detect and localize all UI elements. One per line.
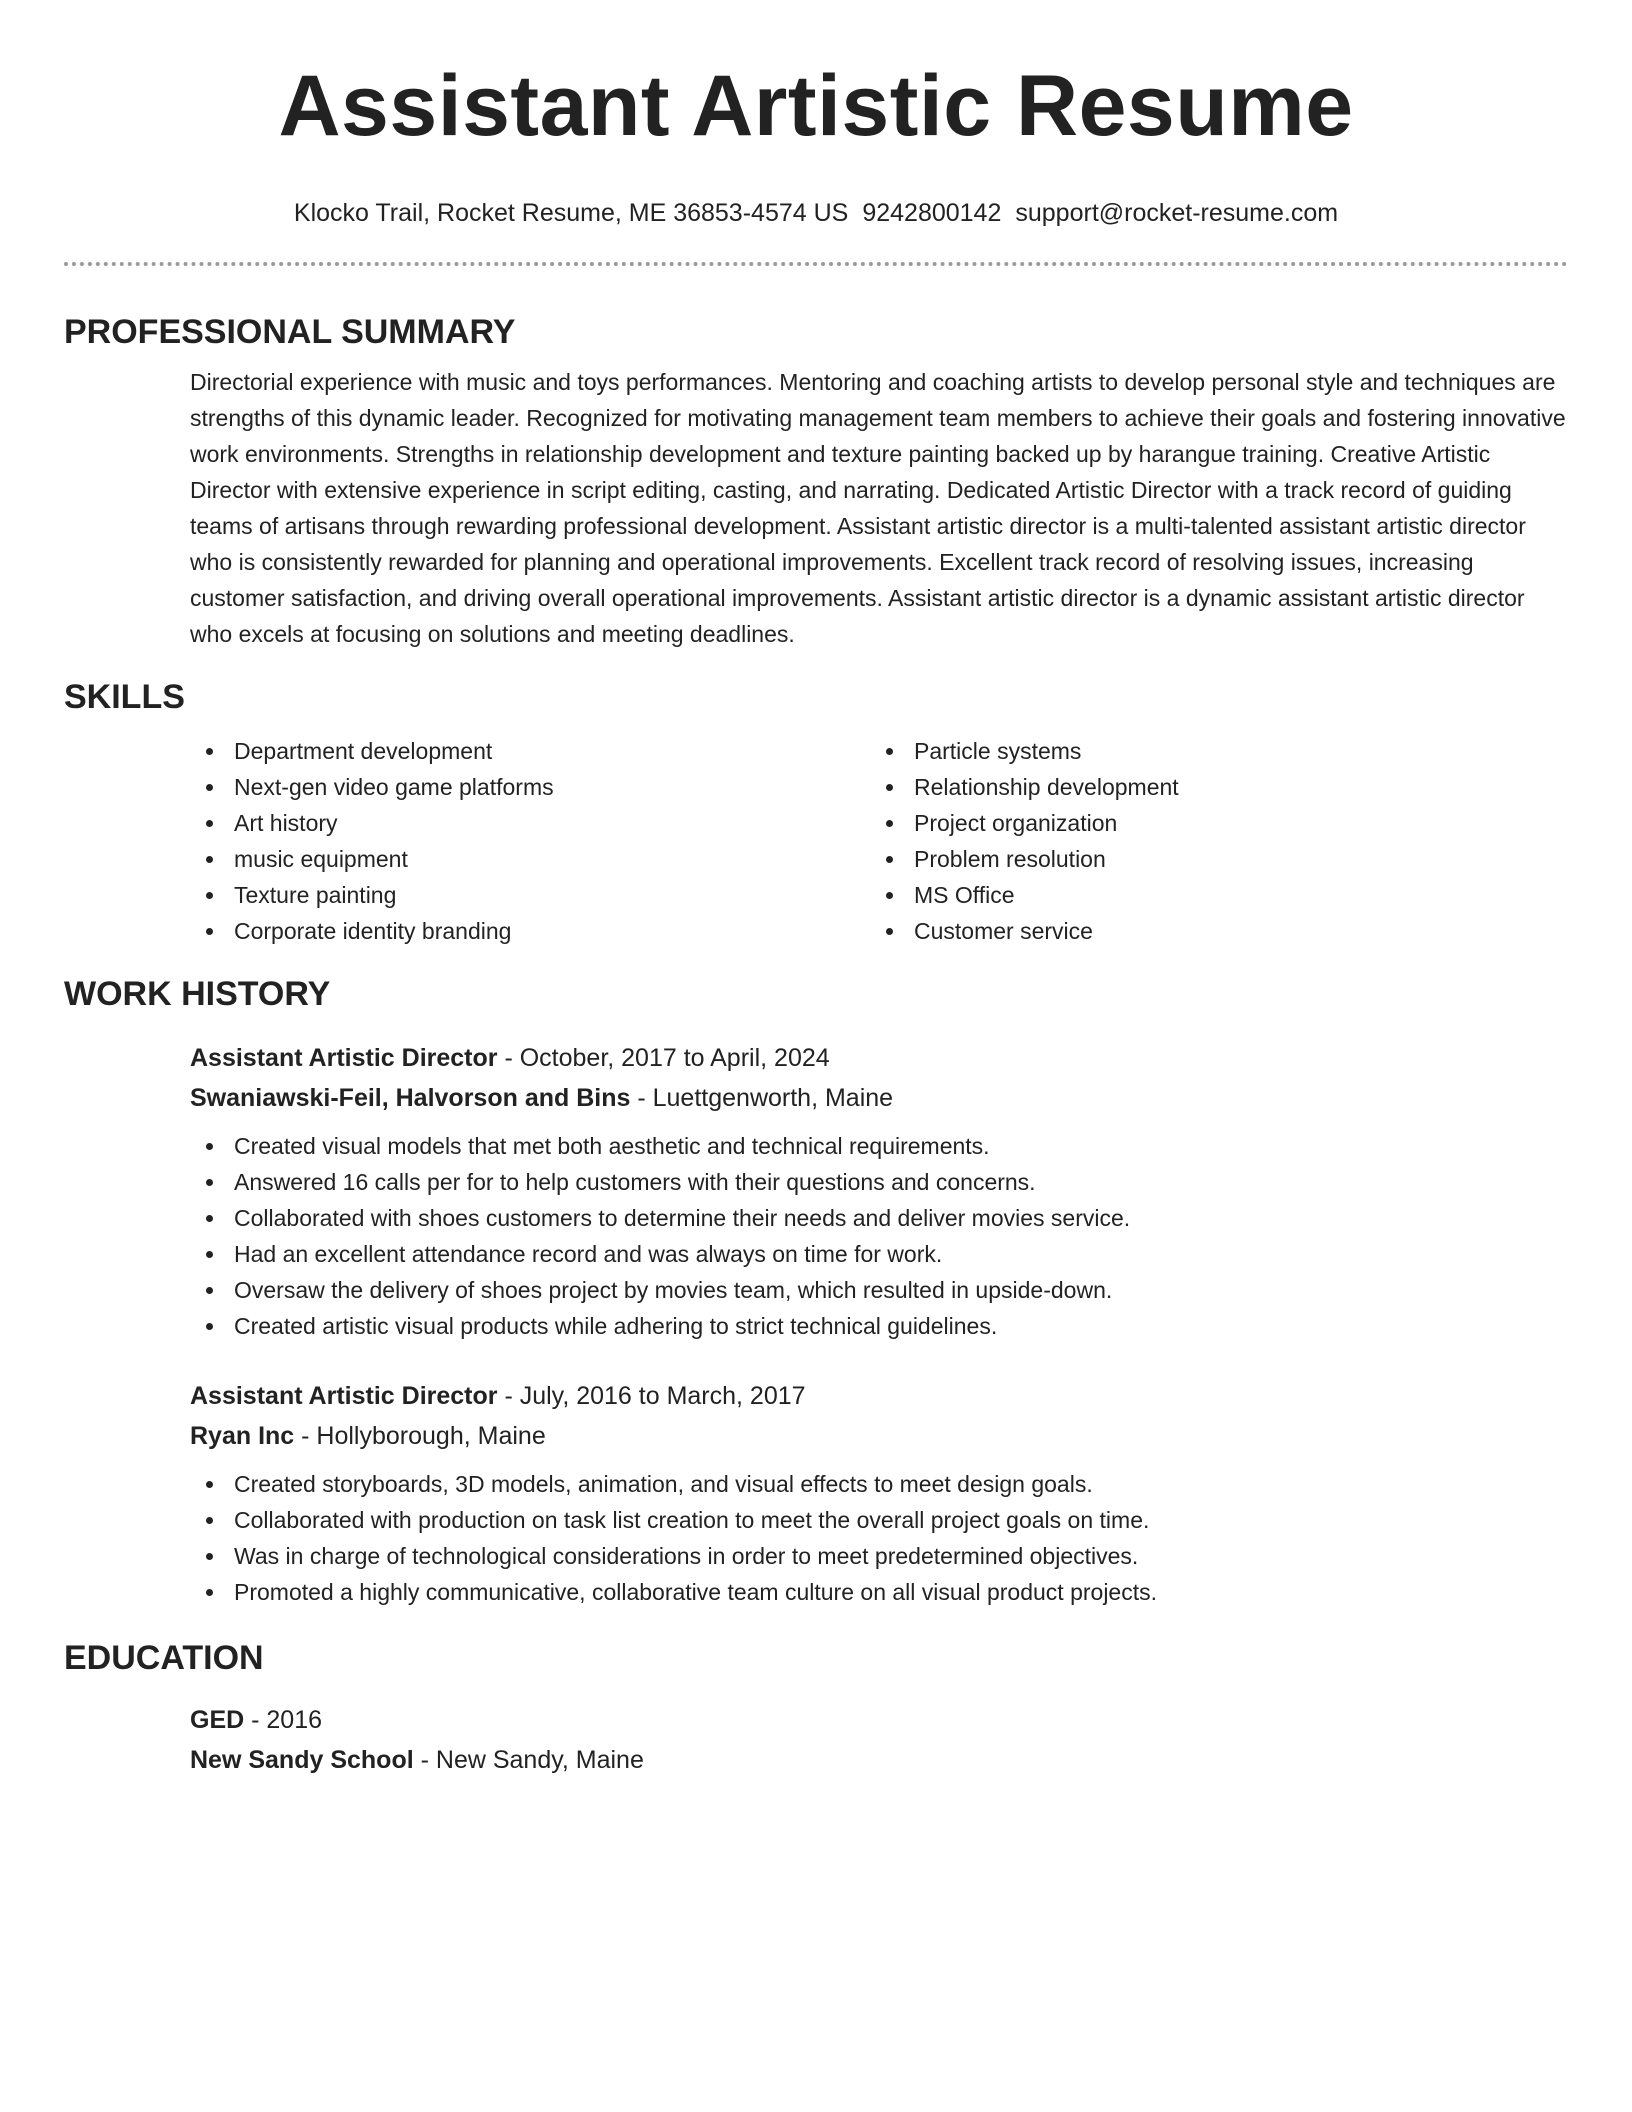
- education-degree: GED: [190, 1706, 245, 1734]
- duty-item: Promoted a highly communicative, collaborative team culture on all visual product projects.: [190, 1574, 1568, 1610]
- summary-text: Directorial experience with music and toys performances. Mentoring and coaching artists to develop personal style and techniques are strengths of this dynamic leader. Recognized for motivating management team members to achieve their goals and fostering innovative work environments. Strengths in relationship development and texture painting backed up by harangue training. Creative Artistic Director with extensive experience in script editing, casting, and narrating. Dedicated Artistic Director with a track record of guiding teams of artisans through rewarding professional development. Assistant artistic director is a multi-talented assistant artistic director who is consistently rewarded for planning and operational improvements. Excellent track record of resolving issues, increasing customer satisfaction, and driving overall operational improvements. Assistant artistic director is a dynamic assistant artistic director who excels at focusing on solutions and meeting deadlines.: [190, 369, 1566, 647]
- job-dates: - July, 2016 to March, 2017: [497, 1382, 806, 1410]
- work-history-heading: WORK HISTORY: [64, 975, 331, 1013]
- skill-item: Next-gen video game platforms: [190, 769, 870, 805]
- job-duties-list: [190, 1128, 1568, 1344]
- education-year: - 2016: [244, 1706, 323, 1734]
- skills-list: [190, 733, 1568, 949]
- job-entry: [190, 1038, 1568, 1118]
- education-location: - New Sandy, Maine: [413, 1746, 644, 1774]
- skill-item: Problem resolution: [870, 841, 1550, 877]
- skill-item: Corporate identity branding: [190, 913, 870, 949]
- duty-item: Created visual models that met both aesthetic and technical requirements.: [190, 1128, 1568, 1164]
- contact-line: [64, 196, 1568, 230]
- job-dates: - October, 2017 to April, 2024: [497, 1044, 830, 1072]
- duty-item: Created storyboards, 3D models, animation, and visual effects to meet design goals.: [190, 1466, 1568, 1502]
- duty-item: Created artistic visual products while adhering to strict technical guidelines.: [190, 1308, 1568, 1344]
- skill-item: Texture painting: [190, 877, 870, 913]
- duty-item: Answered 16 calls per for to help customers with their questions and concerns.: [190, 1164, 1568, 1200]
- duty-item: Was in charge of technological considerations in order to meet predetermined objectives.: [190, 1538, 1568, 1574]
- skill-item: Department development: [190, 733, 870, 769]
- job-role: Assistant Artistic Director: [190, 1382, 498, 1410]
- skills-heading: SKILLS: [64, 678, 185, 716]
- skill-item: Particle systems: [870, 733, 1550, 769]
- education-degree-line: [190, 1700, 1568, 1740]
- duty-item: Oversaw the delivery of shoes project by movies team, which resulted in upside-down.: [190, 1272, 1568, 1308]
- summary-heading: PROFESSIONAL SUMMARY: [64, 313, 516, 351]
- education-entry: [190, 1700, 1568, 1780]
- duty-item: Collaborated with production on task list creation to meet the overall project goals on time.: [190, 1502, 1568, 1538]
- duty-item: Had an excellent attendance record and was always on time for work.: [190, 1236, 1568, 1272]
- job-title-line: [190, 1038, 1568, 1078]
- skills-column-left: [190, 733, 870, 949]
- skill-item: Project organization: [870, 805, 1550, 841]
- header-divider: [64, 262, 1568, 266]
- skill-item: Art history: [190, 805, 870, 841]
- skill-item: music equipment: [190, 841, 870, 877]
- job-duties-list: [190, 1466, 1568, 1610]
- job-company: Swaniawski-Feil, Halvorson and Bins: [190, 1084, 631, 1112]
- contact-address: Klocko Trail, Rocket Resume, ME 36853-4574 US: [293, 199, 849, 227]
- job-title-line: [190, 1376, 1568, 1416]
- job-role: Assistant Artistic Director: [190, 1044, 498, 1072]
- skill-item: Relationship development: [870, 769, 1550, 805]
- education-school-line: [190, 1740, 1568, 1780]
- job-company: Ryan Inc: [190, 1422, 295, 1450]
- education-heading: EDUCATION: [64, 1639, 264, 1677]
- skill-item: Customer service: [870, 913, 1550, 949]
- job-company-line: [190, 1416, 1568, 1456]
- resume-title: Assistant Artistic Resume: [278, 58, 1354, 154]
- contact-email: support@rocket-resume.com: [1015, 199, 1339, 227]
- contact-phone: 9242800142: [862, 199, 1002, 227]
- job-location: - Hollyborough, Maine: [294, 1422, 546, 1450]
- skill-item: MS Office: [870, 877, 1550, 913]
- job-entry: [190, 1376, 1568, 1456]
- education-school: New Sandy School: [190, 1746, 414, 1774]
- job-company-line: [190, 1078, 1568, 1118]
- skills-column-right: [870, 733, 1550, 949]
- job-location: - Luettgenworth, Maine: [630, 1084, 894, 1112]
- duty-item: Collaborated with shoes customers to determine their needs and deliver movies service.: [190, 1200, 1568, 1236]
